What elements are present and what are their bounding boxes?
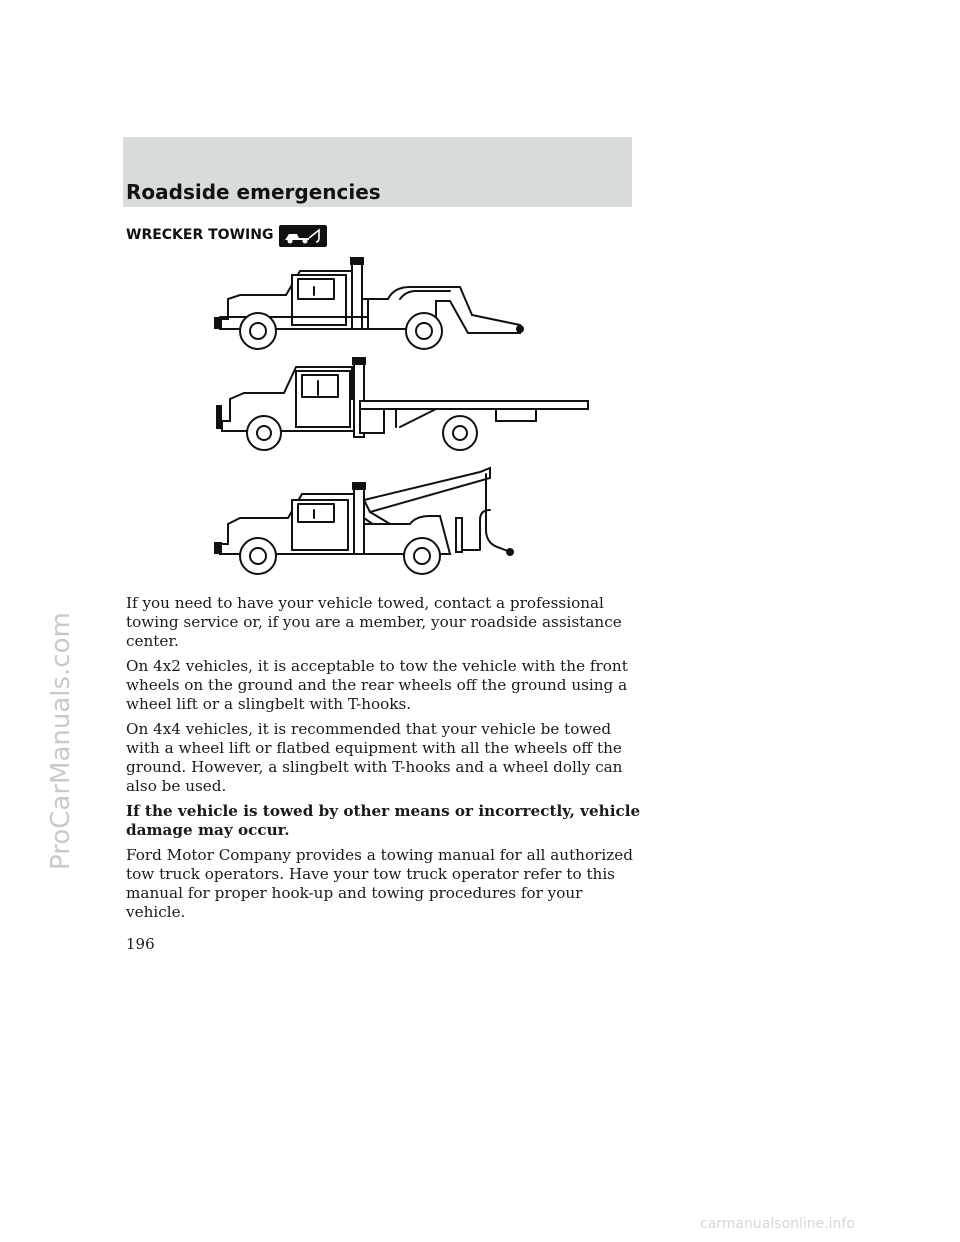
section-heading [126,224,327,246]
paragraph-towing-manual: Ford Motor Company provides a towing manual for all authorized tow truck operators. Have your tow truck operator refer to this manual for proper hook-up and towing procedures for your vehicle. [126,846,633,921]
warning-text: If the vehicle is towed by other means or incorrectly, vehicle damage may occur. [126,802,641,839]
tow-truck-illustrations [200,255,600,590]
section-heading-text: WRECKER TOWING [126,227,274,243]
bottom-watermark: carmanualsonline.info [700,1216,855,1232]
side-watermark: ProCarManuals.com [46,612,76,870]
tow-truck-icon [279,225,327,247]
paragraph-contact-towing: If you need to have your vehicle towed, contact a professional towing service or, if you are a member, your roadside assistance center. [126,594,622,650]
body-text [126,594,646,928]
page-number: 196 [126,935,155,953]
paragraph-4x4: On 4x4 vehicles, it is recommended that your vehicle be towed with a wheel lift or flatbed equipment with all the wheels off the ground. However, a slingbelt with T-hooks and a wheel dolly can also be used. [126,720,623,795]
flatbed-truck-figure [216,357,588,450]
boom-wrecker-truck-figure [214,468,514,574]
paragraph-4x2: On 4x2 vehicles, it is acceptable to tow the vehicle with the front wheels on the ground and the rear wheels off the ground using a wheel lift or a slingbelt with T-hooks. [126,657,628,713]
page-title: Roadside emergencies [126,180,381,204]
wheel-lift-truck-figure [214,257,524,349]
